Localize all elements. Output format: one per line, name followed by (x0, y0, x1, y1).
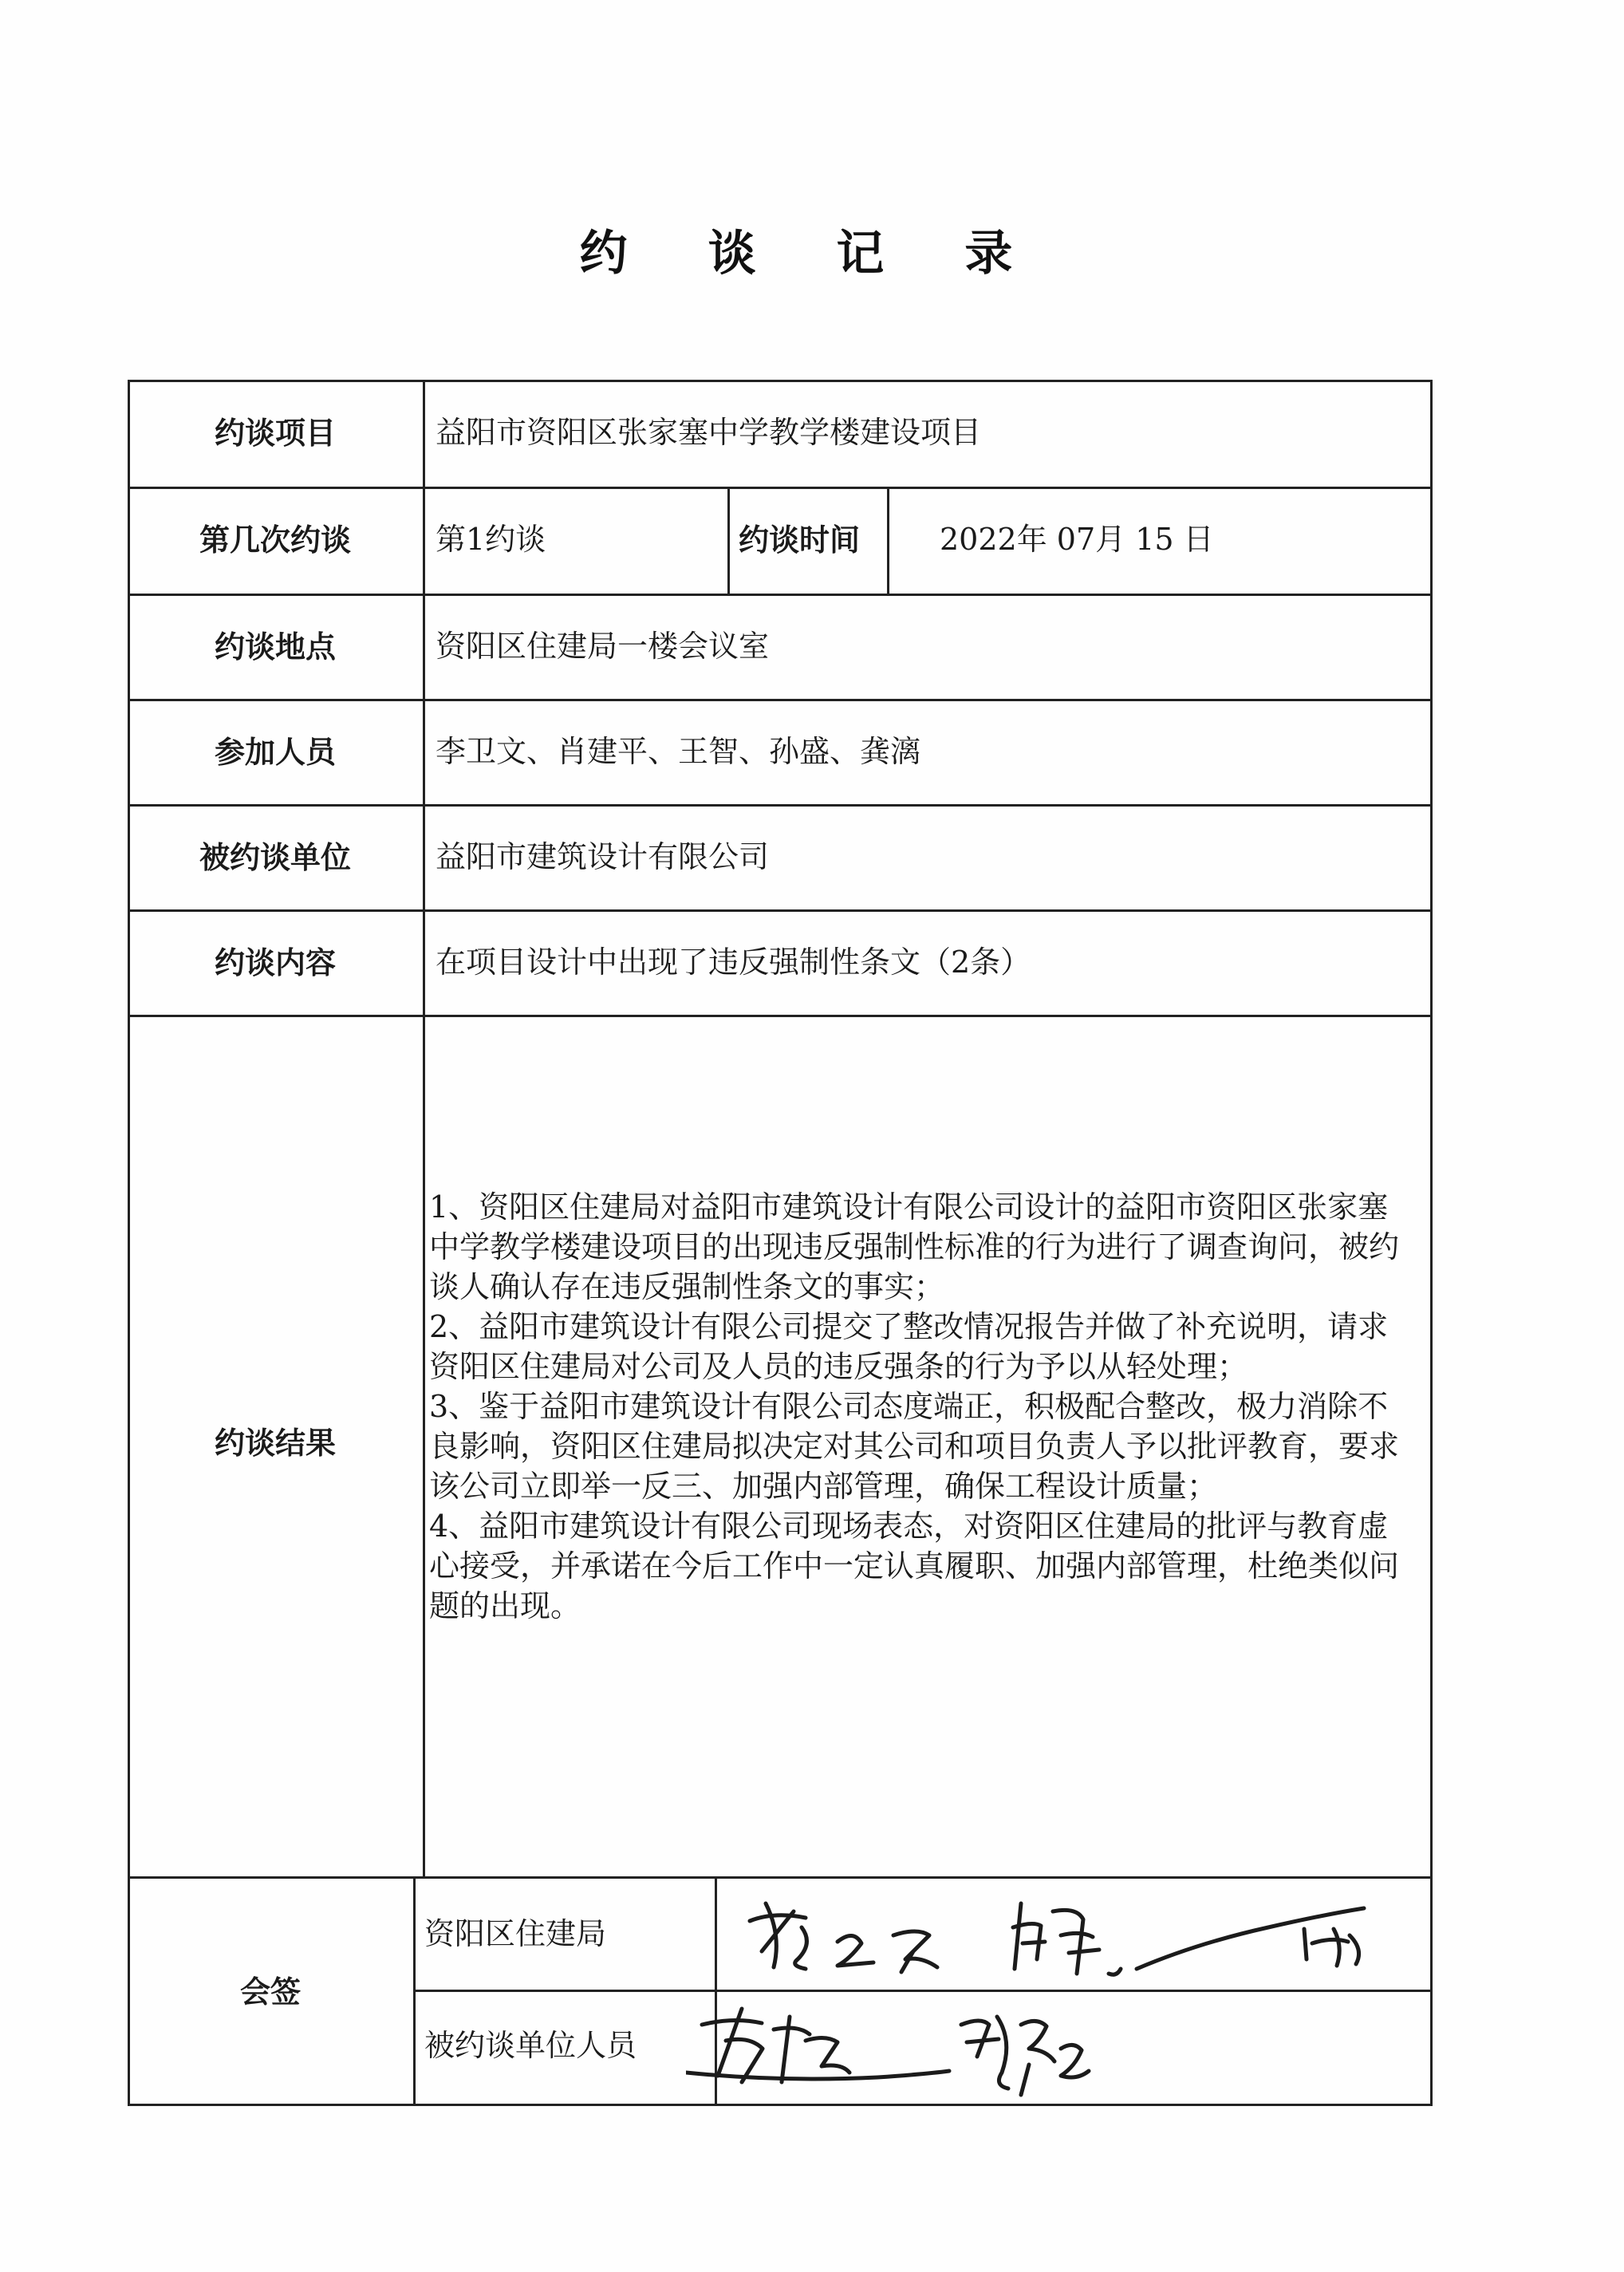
result-item: 4、益阳市建筑设计有限公司现场表态，对资阳区住建局的批评与教育虚心接受，并承诺在今后工作中一定认真履职、加强内部管理，杜绝类似问题的出现。 (429, 1509, 1400, 1623)
participants-value: 李卫文、肖建平、王智、孙盛、龚漓 (436, 734, 921, 769)
unit-value: 益阳市建筑设计有限公司 (436, 839, 770, 874)
result-item: 2、益阳市建筑设计有限公司提交了整改情况报告并做了补充说明，请求资阳区住建局对公司及人员的违反强条的行为予以从轻处理； (429, 1309, 1389, 1384)
time-value: 2022年 07月 15 日 (940, 522, 1214, 557)
row-divider (128, 699, 1433, 701)
signature-stroke (1109, 1969, 1121, 1974)
unit-signatures (686, 1993, 1292, 2104)
signature-stroke (1013, 1903, 1099, 1974)
signature-stroke (686, 2071, 949, 2079)
round-divider-1 (727, 487, 730, 594)
signature-stroke (838, 1935, 873, 1966)
document-title: 约 谈 记 录 (579, 226, 1045, 282)
signature-stroke (702, 2009, 849, 2082)
table-border-top (128, 380, 1433, 382)
signature-stroke (893, 1931, 937, 1972)
round-label: 第几次约谈 (199, 522, 351, 558)
row-divider (128, 487, 1433, 489)
content-label: 约谈内容 (214, 945, 336, 980)
result-items (429, 1187, 1410, 1626)
record-table (128, 380, 1433, 2106)
unit-label: 被约谈单位 (199, 839, 351, 875)
result-label: 约谈结果 (214, 1425, 336, 1461)
signature-stroke (1304, 1929, 1359, 1966)
row-divider (128, 594, 1433, 596)
label-column-divider (423, 380, 425, 1876)
sign-label-divider (413, 1876, 416, 2106)
location-label: 约谈地点 (214, 629, 336, 665)
row-divider (128, 1876, 1433, 1879)
participants-label: 参加人员 (214, 734, 336, 770)
sign-label: 会签 (239, 1974, 301, 2010)
location-value: 资阳区住建局一楼会议室 (436, 629, 770, 664)
project-label: 约谈项目 (214, 415, 336, 451)
signature-stroke (961, 2017, 1089, 2095)
row-divider (128, 1015, 1433, 1017)
signature-stroke (750, 1903, 806, 1969)
round-divider-2 (887, 487, 889, 594)
row-divider (128, 909, 1433, 912)
bureau-signatures (718, 1880, 1420, 1991)
unit-people-sign-label: 被约谈单位人员 (424, 2028, 637, 2063)
round-value: 第1约谈 (436, 522, 546, 557)
bureau-sign-label: 资阳区住建局 (424, 1916, 607, 1951)
table-border-right (1430, 380, 1433, 2106)
result-item: 3、鉴于益阳市建筑设计有限公司态度端正，积极配合整改，极力消除不良影响，资阳区住建局拟决定对其公司和项目负责人予以批评教育，要求该公司立即举一反三、加强内部管理，确保工程设计质量； (429, 1389, 1400, 1504)
content-value: 在项目设计中出现了违反强制性条文（2条） (436, 945, 1031, 980)
project-value: 益阳市资阳区张家塞中学教学楼建设项目 (436, 415, 982, 450)
row-divider (128, 804, 1433, 807)
time-label: 约谈时间 (739, 522, 861, 558)
result-item: 1、资阳区住建局对益阳市建筑设计有限公司设计的益阳市资阳区张家塞中学教学楼建设项目的出现违反强制性标准的行为进行了调查询问，被约谈人确认存在违反强制性条文的事实； (429, 1189, 1400, 1304)
